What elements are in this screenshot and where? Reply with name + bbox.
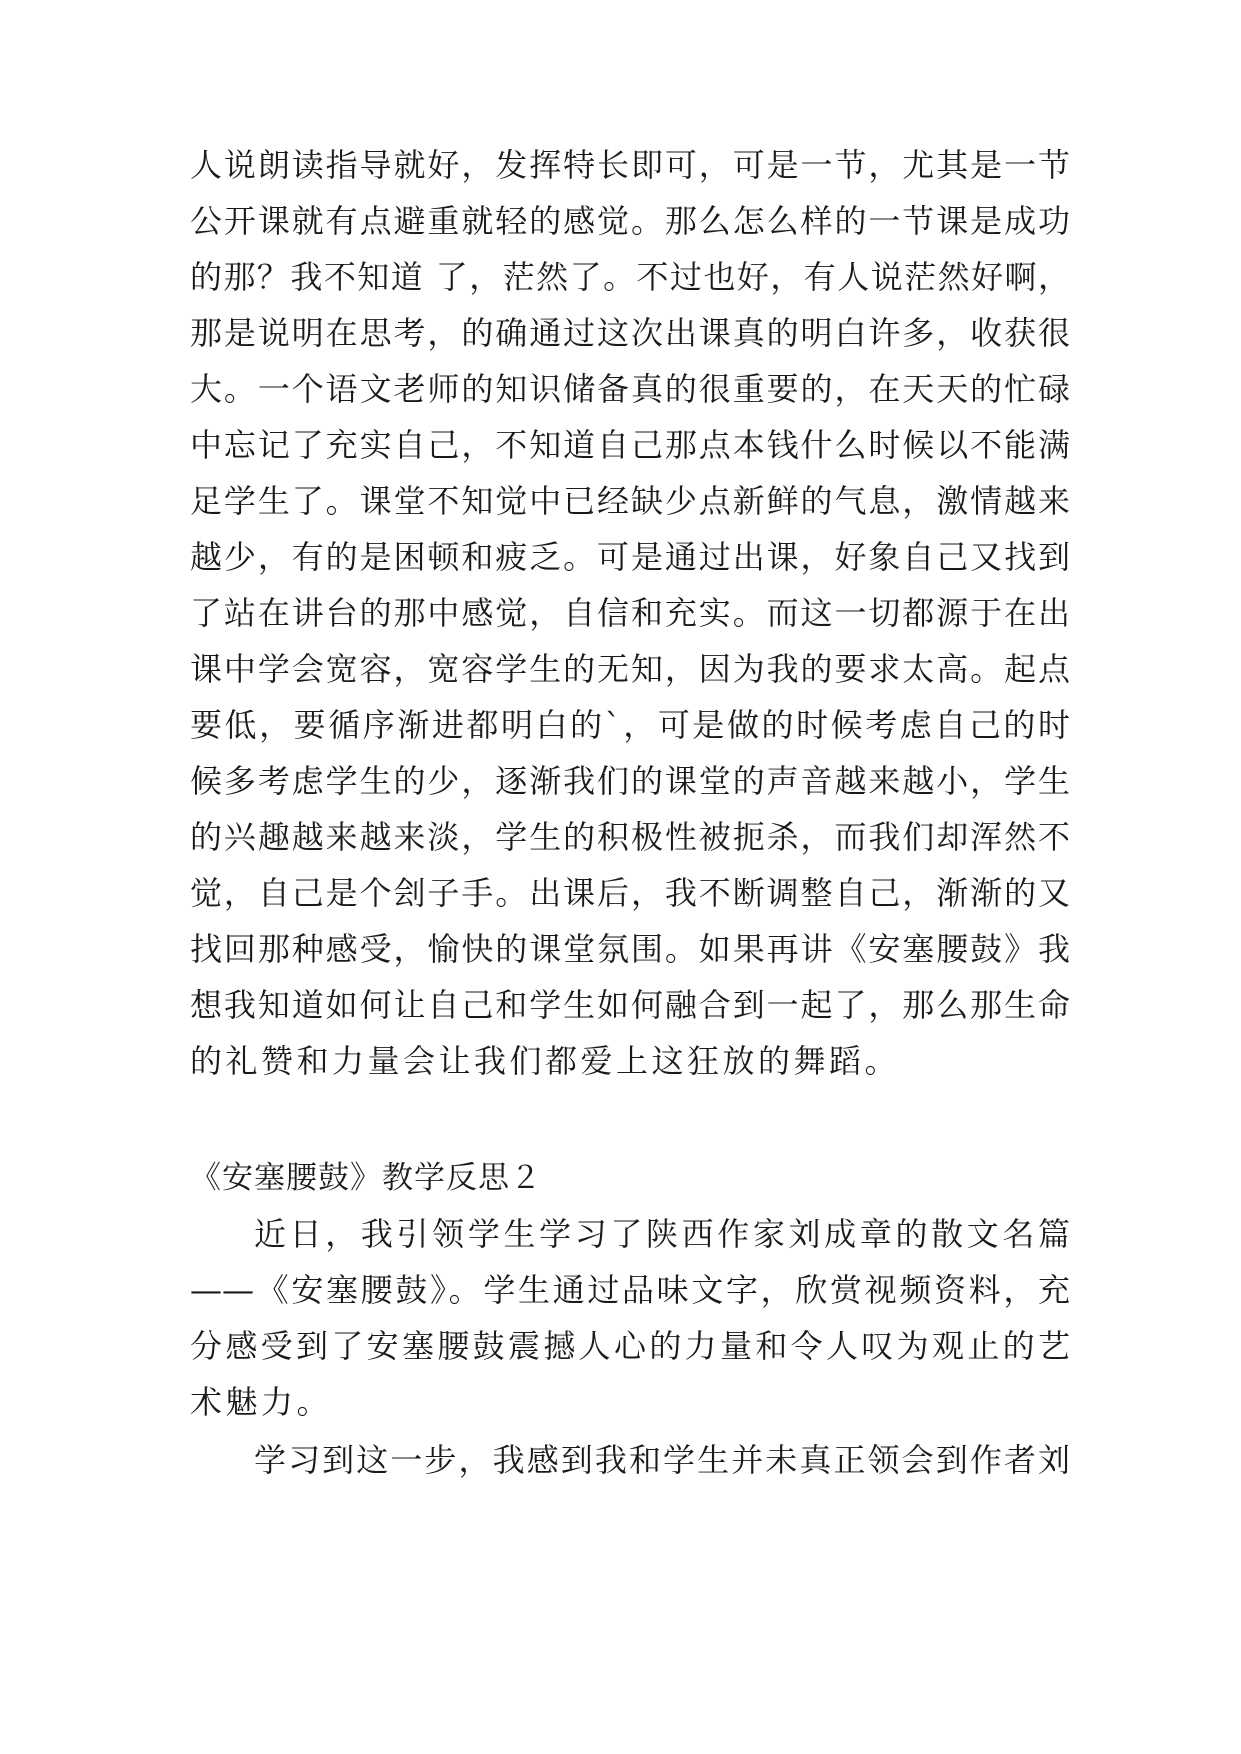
body-text-line: 中忘记了充实自己，不知道自己那点本钱什么时候以不能满 (190, 426, 1070, 464)
body-text-line: 术魅力。 (190, 1383, 333, 1421)
body-text-line: 足学生了。课堂不知觉中已经缺少点新鲜的气息，激情越来 (190, 482, 1070, 520)
body-text-line: 想我知道如何让自己和学生如何融合到一起了，那么那生命 (190, 986, 1070, 1024)
body-text-line: 的那？我不知道 了，茫然了。不过也好，有人说茫然好啊， (190, 258, 1070, 296)
body-text-line: 要低，要循序渐进都明白的`，可是做的时候考虑自己的时 (190, 706, 1070, 744)
body-text-line: 的礼赞和力量会让我们都爱上这狂放的舞蹈。 (190, 1042, 901, 1080)
body-text-line: 的兴趣越来越来淡，学生的积极性被扼杀，而我们却浑然不 (190, 818, 1070, 856)
body-text-line: 了站在讲台的那中感觉，自信和充实。而这一切都源于在出 (190, 594, 1070, 632)
body-text-line: 越少，有的是困顿和疲乏。可是通过出课，好象自己又找到 (190, 538, 1070, 576)
body-text-line: 那是说明在思考，的确通过这次出课真的明白许多，收获很 (190, 314, 1070, 352)
body-text-line: 学习到这一步，我感到我和学生并未真正领会到作者刘 (254, 1441, 1070, 1479)
body-text-line: 分感受到了安塞腰鼓震撼人心的力量和令人叹为观止的艺 (190, 1327, 1070, 1365)
body-text-line: 近日，我引领学生学习了陕西作家刘成章的散文名篇 (254, 1215, 1070, 1253)
body-text-line: 找回那种感受，愉快的课堂氛围。如果再讲《安塞腰鼓》我 (190, 930, 1070, 968)
body-text-line: 大。一个语文老师的知识储备真的很重要的，在天天的忙碌 (190, 370, 1070, 408)
body-text-line: 觉，自己是个刽子手。出课后，我不断调整自己，渐渐的又 (190, 874, 1070, 912)
body-text-line: 候多考虑学生的少，逐渐我们的课堂的声音越来越小，学生 (190, 762, 1070, 800)
body-text-line: ——《安塞腰鼓》。学生通过品味文字，欣赏视频资料，充 (190, 1271, 1070, 1309)
body-text-line: 人说朗读指导就好，发挥特长即可，可是一节，尤其是一节 (190, 146, 1070, 184)
body-text-line: 公开课就有点避重就轻的感觉。那么怎么样的一节课是成功 (190, 202, 1070, 240)
body-text-line: 课中学会宽容，宽容学生的无知，因为我的要求太高。起点 (190, 650, 1070, 688)
section-heading: 《安塞腰鼓》教学反思２ (190, 1160, 542, 1196)
